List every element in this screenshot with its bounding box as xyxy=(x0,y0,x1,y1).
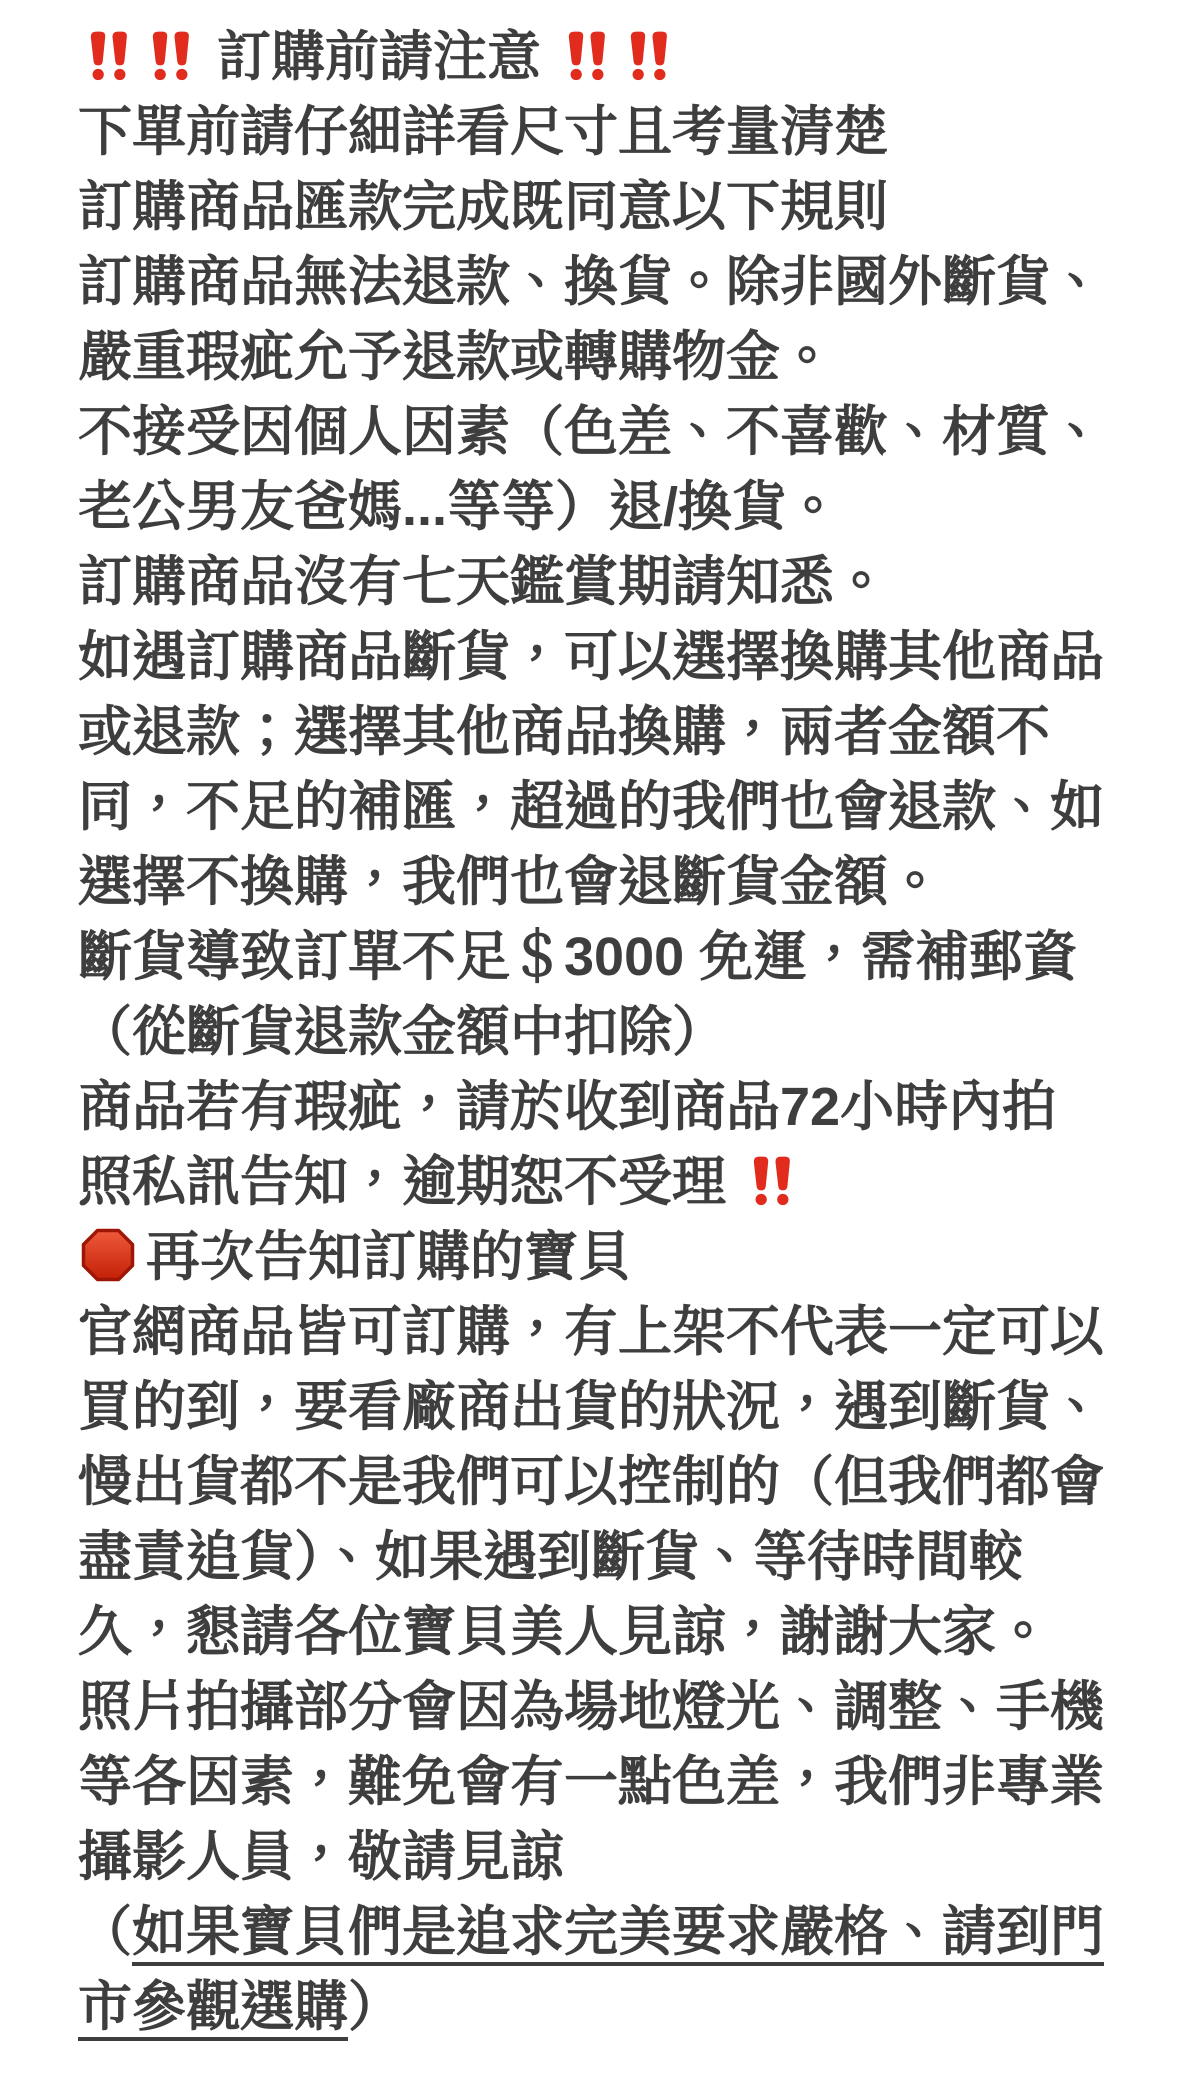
notice-text: 選擇不換購，我們也會退斷貨金額。 xyxy=(78,852,942,912)
notice-text: ） xyxy=(348,1977,402,2037)
notice-line xyxy=(78,395,1160,470)
notice-text: 嚴重瑕疵允予退款或轉購物金。 xyxy=(78,327,834,387)
notice-text: 如遇訂購商品斷貨，可以選擇換購其他商品 xyxy=(78,627,1104,687)
notice-text: 等各因素，難免會有一點色差，我們非專業 xyxy=(78,1752,1104,1812)
notice-line xyxy=(78,95,1160,170)
notice-text: 慢出貨都不是我們可以控制的（但我們都會 xyxy=(78,1452,1104,1512)
notice-text: 買的到，要看廠商出貨的狀況，遇到斷貨、 xyxy=(78,1377,1104,1437)
notice-line xyxy=(78,245,1160,320)
notice-text: 照片拍攝部分會因為場地燈光、調整、手機 xyxy=(78,1677,1104,1737)
notice-line xyxy=(78,1595,1160,1670)
notice-text: （ xyxy=(78,1902,132,1962)
notice-line xyxy=(78,1370,1160,1445)
notice-text: 官網商品皆可訂購，有上架不代表一定可以 xyxy=(78,1302,1104,1362)
notice-line xyxy=(78,770,1160,845)
notice-line xyxy=(78,845,1160,920)
notice-line xyxy=(78,1520,1160,1595)
double-exclamation-icon xyxy=(83,28,135,82)
notice-line xyxy=(78,1445,1160,1520)
double-exclamation-icon xyxy=(145,28,197,82)
double-exclamation-icon xyxy=(623,28,675,82)
notice-line xyxy=(78,995,1160,1070)
title-line xyxy=(78,20,1160,95)
notice-text: 同，不足的補匯，超過的我們也會退款、如 xyxy=(78,777,1104,837)
notice-line xyxy=(78,1070,1160,1145)
notice-text: 下單前請仔細詳看尺寸且考量清楚 xyxy=(78,102,888,162)
notice-line xyxy=(78,1820,1160,1895)
notice-text: 照私訊告知，逾期恕不受理 xyxy=(78,1152,742,1212)
underlined-text: 如果寶貝們是追求完美要求嚴格、請到門 xyxy=(132,1902,1104,1962)
notice-text: 攝影人員，敬請見諒 xyxy=(78,1827,564,1887)
notice-line xyxy=(78,1895,1160,1970)
notice-line xyxy=(78,320,1160,395)
notice-line xyxy=(78,545,1160,620)
notice-text: 訂購商品匯款完成既同意以下規則 xyxy=(78,177,888,237)
notice-text: 不接受因個人因素（色差、不喜歡、材質、 xyxy=(78,402,1104,462)
notice-text: （從斷貨退款金額中扣除） xyxy=(78,1002,726,1062)
stop-line xyxy=(78,1220,1160,1295)
notice-text: 盡責追貨）、如果遇到斷貨、等待時間較 xyxy=(78,1527,1023,1587)
notice-text: 老公男友爸媽...等等）退/換貨。 xyxy=(78,477,841,537)
notice-line xyxy=(78,1295,1160,1370)
notice-line xyxy=(78,170,1160,245)
notice-line xyxy=(78,1745,1160,1820)
notice-line xyxy=(78,695,1160,770)
notice-text: 再次告知訂購的寶貝 xyxy=(146,1227,632,1287)
notice-text: 訂購商品沒有七天鑑賞期請知悉。 xyxy=(78,552,888,612)
double-exclamation-icon xyxy=(746,1153,798,1207)
notice-line xyxy=(78,920,1160,995)
notice-text: 訂購商品無法退款、換貨。除非國外斷貨、 xyxy=(78,252,1104,312)
notice-text: 訂購前請注意 xyxy=(202,27,557,87)
notice-text: 久，懇請各位寶貝美人見諒，謝謝大家。 xyxy=(78,1602,1050,1662)
underlined-text: 市參觀選購 xyxy=(78,1977,348,2037)
notice-text: 斷貨導致訂單不足＄3000 免運，需補郵資 xyxy=(78,927,1078,987)
notice-text: 商品若有瑕疵，請於收到商品72小時內拍 xyxy=(78,1077,1057,1137)
stop-sign-icon xyxy=(78,1227,138,1283)
notice-line xyxy=(78,620,1160,695)
notice-line xyxy=(78,1670,1160,1745)
notice-line xyxy=(78,470,1160,545)
notice-line xyxy=(78,1145,1160,1220)
notice-line xyxy=(78,1970,1160,2045)
notice-text: 或退款；選擇其他商品換購，兩者金額不 xyxy=(78,702,1050,762)
double-exclamation-icon xyxy=(561,28,613,82)
